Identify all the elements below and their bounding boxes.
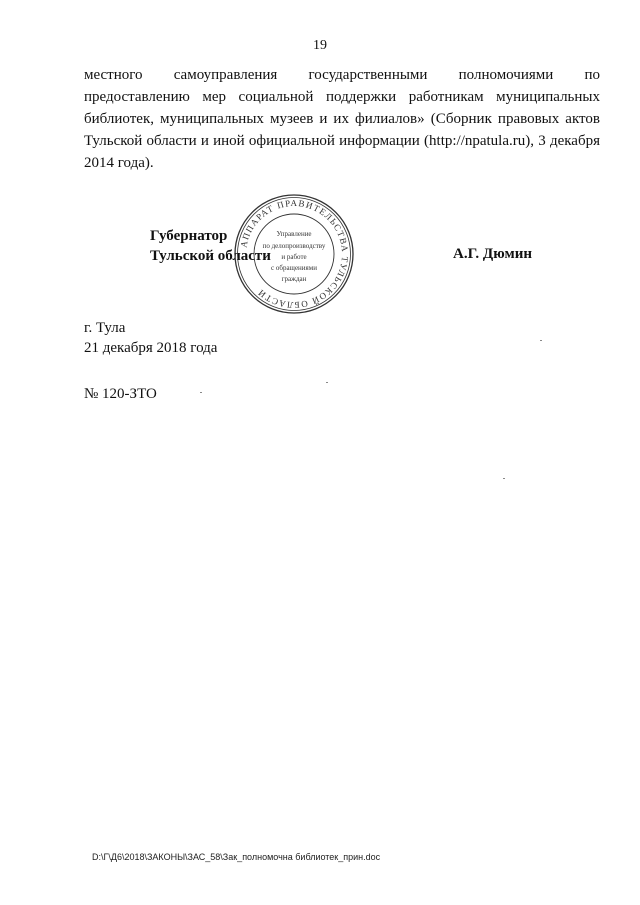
paragraph-line: местного самоуправления государственными полномочиями по	[84, 67, 600, 83]
seal-center-line: граждан	[281, 275, 307, 283]
body-paragraph	[84, 64, 600, 174]
paragraph-line: предоставлению мер социальной поддержки работникам муниципальных	[84, 89, 600, 105]
seal-center-line: и работе	[281, 253, 307, 261]
seal-center-line: по делопроизводству	[262, 242, 326, 250]
law-number: № 120-ЗТО	[84, 386, 157, 402]
page-number: 19	[313, 38, 327, 53]
scan-speck	[326, 382, 328, 383]
paragraph-line: 2014 года).	[84, 155, 154, 171]
place: г. Тула	[84, 320, 126, 336]
signatory-title-line: Губернатор	[150, 228, 228, 244]
scan-speck	[200, 392, 202, 393]
place-and-date	[84, 318, 217, 358]
official-seal-stamp	[232, 192, 356, 316]
seal-center-line: с обращениями	[271, 264, 317, 272]
paragraph-line: Тульской области и иной официальной информации (http://npatula.ru), 3 декабря	[84, 133, 600, 149]
file-path-footer: D:\Г\Д6\2018\ЗАКОНЫ\ЗАС_58\Зак_полномочна библиотек_прин.doc	[92, 852, 381, 862]
paragraph-line: библиотек, муниципальных музеев и их филиалов» (Сборник правовых актов	[84, 111, 600, 127]
scan-speck	[540, 340, 542, 341]
scan-speck	[503, 478, 505, 479]
signatory-title-line: Тульской области	[150, 248, 271, 264]
seal-center-line: Управление	[276, 230, 312, 238]
seal-ring-text: АППАРАТ ПРАВИТЕЛЬСТВА ТУЛЬСКОЙ ОБЛАСТИ	[238, 197, 351, 311]
date: 21 декабря 2018 года	[84, 340, 218, 356]
signatory-name: А.Г. Дюмин	[453, 246, 533, 262]
